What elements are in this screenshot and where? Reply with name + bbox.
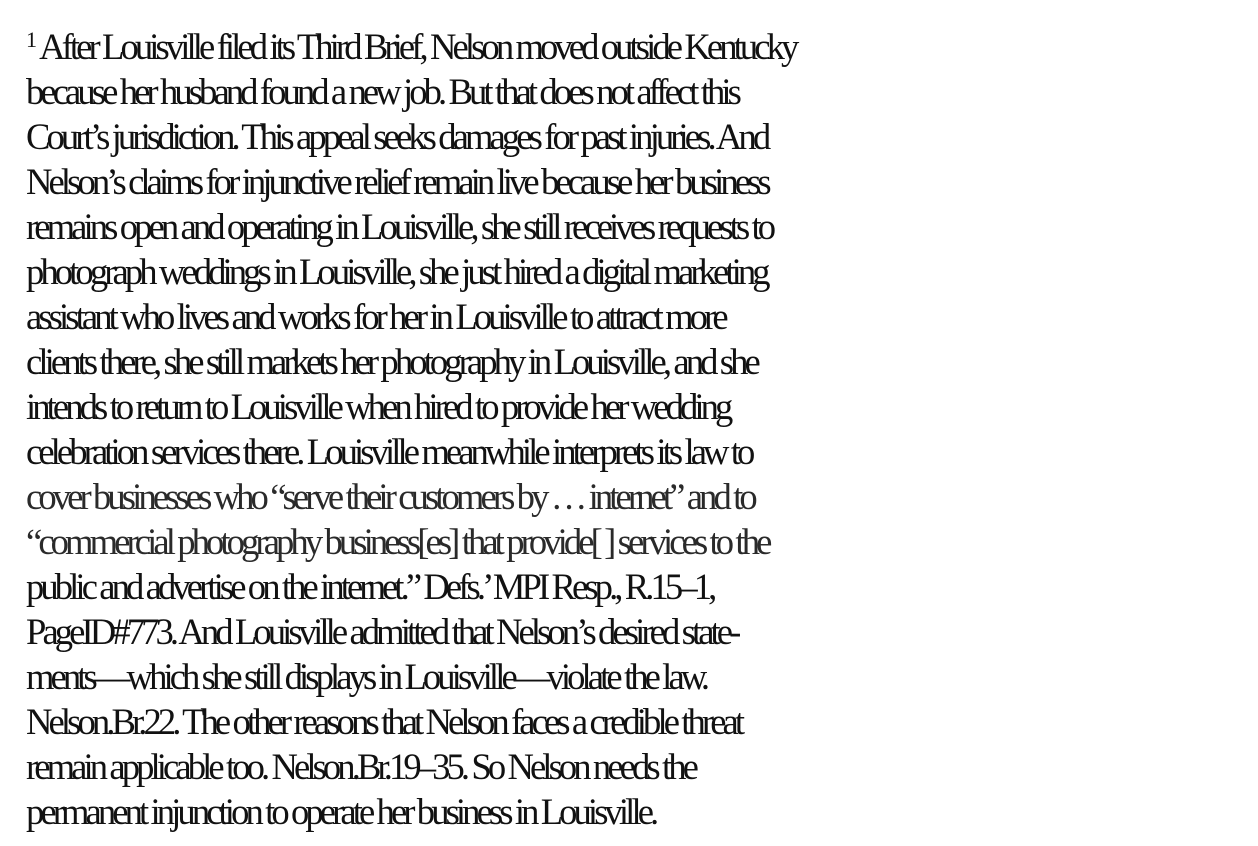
- footnote-block: [26, 24, 1258, 834]
- footnote-line: permanent injunction to operate her business in Louisville.: [26, 791, 656, 832]
- footnote-line: remain applicable too. Nelson.Br.19–35. So Nelson needs the: [26, 746, 695, 787]
- footnote-line: [26, 24, 1258, 69]
- footnote-line: PageID#773. And Louisville admitted that Nelson’s desired state-: [26, 611, 738, 652]
- footnote-marker: 1: [26, 27, 34, 52]
- footnote-line: remains open and operating in Louisville, she still receives requests to: [26, 206, 773, 247]
- footnote-line: “commercial photography business[es] that provide[ ] services to the: [26, 521, 769, 562]
- footnote-line: photograph weddings in Louisville, she just hired a digital marketing: [26, 251, 767, 292]
- footnote-line: public and advertise on the internet.” Defs.’ MPI Resp., R.15–1,: [26, 566, 714, 607]
- footnote-line: assistant who lives and works for her in Louisville to attract more: [26, 296, 725, 337]
- footnote-text: After Louisville filed its Third Brief, Nelson moved outside Kentucky: [39, 26, 796, 67]
- footnote-line: intends to return to Louisville when hired to provide her wedding: [26, 386, 730, 427]
- footnote-line: Nelson’s claims for injunctive relief remain live because her business: [26, 161, 768, 202]
- footnote-line: Nelson.Br.22. The other reasons that Nelson faces a credible threat: [26, 701, 742, 742]
- footnote-line: cover businesses who “serve their customers by … internet” and to: [26, 476, 754, 517]
- footnote-line: clients there, she still markets her photography in Louisville, and she: [26, 341, 757, 382]
- footnote-line: celebration services there. Louisville meanwhile interprets its law to: [26, 431, 752, 472]
- footnote-line: ments—which she still displays in Louisville—violate the law.: [26, 656, 707, 697]
- footnote-line: Court’s jurisdiction. This appeal seeks damages for past injuries. And: [26, 116, 768, 157]
- footnote-line: because her husband found a new job. But that does not affect this: [26, 71, 739, 112]
